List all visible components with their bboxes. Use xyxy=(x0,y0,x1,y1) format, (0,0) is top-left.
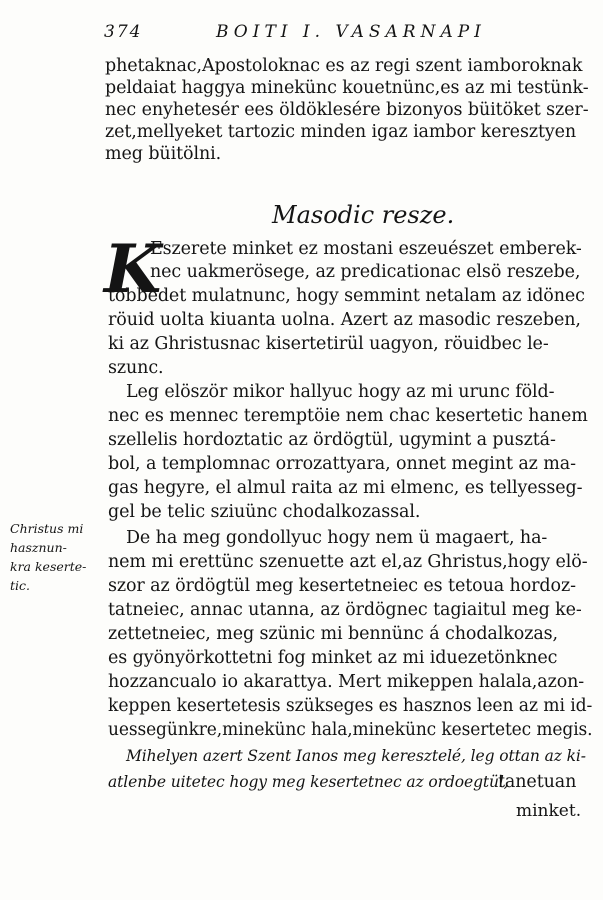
margin-note-line: kra keserte- xyxy=(10,559,87,574)
text-line: zet,mellyeket tartozic minden igaz iambor keresztyen xyxy=(105,122,577,142)
running-header xyxy=(104,20,584,46)
text-line: gel be telic sziuünc chodalkozassal. xyxy=(108,502,421,522)
text-line: hozzancualo io akarattya. Mert mikeppen halala,azon- xyxy=(108,672,585,692)
text-line: peldaiat haggya minekünc kouetnünc,es az mi testünk- xyxy=(105,78,589,98)
text-line: szunc. xyxy=(108,358,164,378)
text-line: szellelis hordoztatic az ördögtül, ugymint a pusztá- xyxy=(108,430,556,450)
text-line: zettetneiec, meg szünic mi bennünc á chodalkozas, xyxy=(108,624,558,644)
text-line: nec enyhetesér ees öldöklesére bizonyos büitöket szer- xyxy=(105,100,589,120)
margin-note-line: Christus mi xyxy=(10,521,84,536)
text-line: ki az Ghristusnac kisertetirül uagyon, röuidbec le- xyxy=(108,334,549,354)
text-line: es gyönyörkottetni fog minket az mi iduezetönknec xyxy=(108,648,558,668)
margin-note-line: tic. xyxy=(10,578,30,593)
quote-line: atlenbe uitetec hogy meg kesertetnec az ordoegtül, xyxy=(108,773,509,791)
quote-line: Mihelyen azert Szent Ianos meg keresztelé, leg ottan az ki- xyxy=(126,747,586,765)
text-line: phetaknac,Apostoloknac es az regi szent iamboroknak xyxy=(105,56,583,76)
text-line: nec uakmerösege, az predicationac elsö reszebe, xyxy=(150,262,581,282)
text-line: Leg elöször mikor hallyuc hogy az mi urunc föld- xyxy=(126,382,555,402)
text-line: tanetuan xyxy=(498,772,577,792)
text-line: De ha meg gondollyuc hogy nem ü magaert, ha- xyxy=(126,528,548,548)
text-line: nec es mennec teremptöie nem chac kesertetic hanem xyxy=(108,406,588,426)
text-line: keppen kesertetesis szükseges es hasznos leen az mi id- xyxy=(108,696,593,716)
text-line: Eszerete minket ez mostani eszeuészet emberek- xyxy=(150,239,582,259)
text-line: bol, a templomnac orrozattyara, onnet megint az ma- xyxy=(108,454,576,474)
margin-note-line: hasznun- xyxy=(10,540,67,555)
text-line: gas hegyre, el almul raita az mi elmenc, es tellyesseg- xyxy=(108,478,583,498)
section-title: Masodic resze. xyxy=(272,201,455,229)
margin-note xyxy=(10,519,102,595)
text-line: meg büitölni. xyxy=(105,144,222,164)
text-line: szor az ördögtül meg kesertetneiec es tetoua hordoz- xyxy=(108,576,576,596)
page-number: 374 xyxy=(104,22,143,42)
running-title: BOITI I. VASARNAPI xyxy=(216,22,486,42)
text-line: uessegünkre,minekünc hala,minekünc kesertetec megis. xyxy=(108,720,593,740)
catchword: minket. xyxy=(516,801,582,821)
drop-cap: K xyxy=(104,230,162,308)
text-line: röuid uolta kiuanta uolna. Azert az masodic reszeben, xyxy=(108,310,581,330)
text-line: tatneiec, annac utanna, az ördögnec tagiaitul meg ke- xyxy=(108,600,582,620)
text-line: nem mi erettünc szenuette azt el,az Ghristus,hogy elö- xyxy=(108,552,588,572)
text-line: tobbedet mulatnunc, hogy semmint netalam az idönec xyxy=(108,286,585,306)
